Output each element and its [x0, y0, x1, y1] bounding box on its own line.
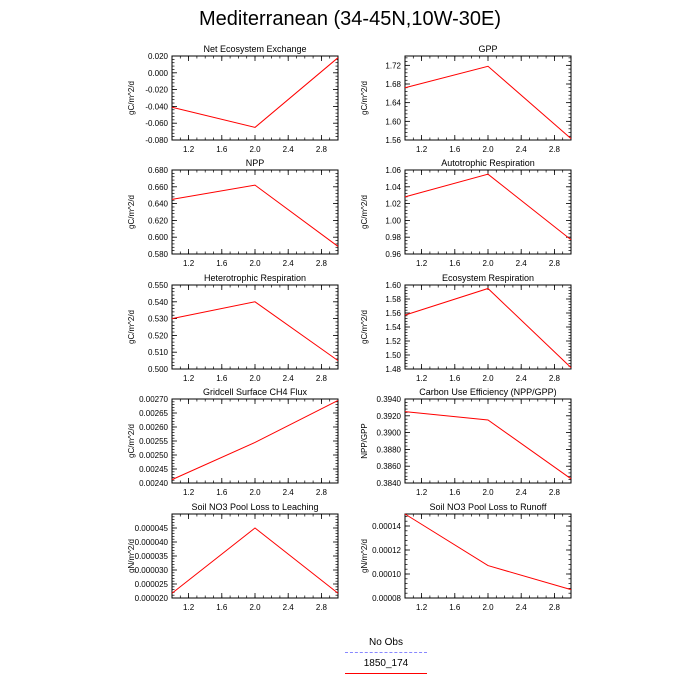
y-tick-label: 0.540	[147, 297, 168, 307]
series-line	[405, 174, 571, 240]
y-tick-label: 1.58	[385, 295, 401, 304]
y-tick-label: 0.600	[147, 233, 168, 243]
y-axis-label: gC/m^2/d	[360, 81, 369, 115]
x-tick-label: 2.0	[249, 488, 261, 497]
y-tick-label: 0.580	[147, 250, 168, 259]
x-tick-label: 1.6	[216, 259, 228, 268]
y-axis-label: gC/m^2/d	[127, 195, 136, 229]
plot-frame	[405, 56, 571, 140]
legend-line-run	[345, 673, 427, 674]
panel-title: Ecosystem Respiration	[441, 273, 535, 283]
y-tick-label: 0.3880	[376, 445, 401, 455]
x-tick-label: 2.0	[482, 603, 494, 612]
x-tick-label: 2.0	[249, 145, 261, 154]
x-tick-label: 2.4	[282, 488, 294, 497]
y-tick-label: 0.00265	[139, 409, 168, 418]
x-tick-label: 2.4	[515, 259, 527, 268]
x-tick-label: 1.6	[449, 603, 461, 612]
y-tick-label: 1.50	[385, 351, 401, 360]
panel-6	[127, 387, 338, 497]
x-tick-label: 2.8	[315, 259, 327, 268]
y-axis-label: gN/m^2/d	[127, 539, 136, 573]
y-tick-label: -0.040	[145, 102, 168, 112]
panel-3	[360, 158, 571, 268]
y-tick-label: 0.00010	[372, 570, 401, 579]
x-tick-label: 1.2	[183, 259, 195, 268]
y-tick-label: -0.060	[145, 119, 168, 129]
y-tick-label: 0.550	[147, 281, 168, 290]
y-tick-label: 0.000	[147, 68, 168, 78]
x-tick-label: 2.0	[482, 259, 494, 268]
x-tick-label: 1.2	[183, 374, 195, 383]
x-tick-label: 2.0	[482, 374, 494, 383]
y-tick-label: 1.52	[385, 337, 401, 346]
x-tick-label: 2.0	[482, 145, 494, 154]
legend-label-run: 1850_174	[363, 658, 409, 669]
y-tick-label: 0.530	[147, 314, 168, 324]
x-tick-label: 2.8	[315, 488, 327, 497]
series-line	[172, 185, 338, 246]
y-tick-label: 1.64	[385, 98, 401, 108]
plot-frame	[405, 514, 571, 598]
y-tick-label: 0.000040	[134, 538, 168, 547]
y-axis-label: gC/m^2/d	[127, 81, 136, 115]
x-tick-label: 2.8	[548, 145, 560, 154]
panel-title: Net Ecosystem Exchange	[203, 44, 307, 54]
plot-frame	[172, 170, 338, 254]
y-tick-label: 1.54	[385, 323, 401, 332]
x-tick-label: 2.4	[282, 145, 294, 154]
x-tick-label: 2.8	[548, 603, 560, 612]
x-tick-label: 2.4	[515, 374, 527, 383]
plot-frame	[405, 170, 571, 254]
x-tick-label: 2.8	[315, 374, 327, 383]
panel-title: Heterotrophic Respiration	[203, 273, 307, 283]
x-tick-label: 1.6	[449, 145, 461, 154]
y-tick-label: 0.3900	[376, 428, 401, 438]
plot-frame	[172, 285, 338, 369]
panel-2	[127, 158, 338, 268]
y-tick-label: 1.48	[385, 365, 401, 374]
legend-line-no-obs	[345, 652, 427, 653]
legend-label-no-obs: No Obs	[369, 637, 403, 648]
x-tick-label: 2.4	[282, 603, 294, 612]
y-tick-label: 1.00	[385, 216, 401, 226]
y-tick-label: 0.3860	[376, 462, 401, 472]
x-tick-label: 1.6	[216, 145, 228, 154]
panel-title: Carbon Use Efficiency (NPP/GPP)	[419, 387, 557, 397]
y-tick-label: 0.00270	[139, 395, 168, 404]
series-line	[172, 528, 338, 593]
x-tick-label: 1.2	[183, 488, 195, 497]
x-tick-label: 2.4	[515, 603, 527, 612]
x-tick-label: 1.6	[449, 259, 461, 268]
y-tick-label: 0.660	[147, 182, 168, 192]
plot-frame	[405, 285, 571, 369]
x-tick-label: 2.0	[482, 488, 494, 497]
series-line	[405, 412, 571, 479]
y-tick-label: 0.00014	[372, 522, 401, 531]
series-line	[172, 302, 338, 361]
y-tick-label: 0.00240	[139, 479, 168, 488]
y-tick-label: 0.000035	[134, 552, 168, 561]
panel-5	[360, 273, 571, 383]
y-tick-label: -0.080	[145, 136, 168, 145]
y-tick-label: 0.000030	[134, 566, 168, 575]
plot-frame	[172, 514, 338, 598]
y-axis-label: gC/m^2/d	[127, 310, 136, 344]
y-tick-label: 1.72	[385, 61, 401, 71]
x-tick-label: 2.8	[548, 374, 560, 383]
panel-4	[127, 273, 338, 383]
x-tick-label: 2.4	[515, 488, 527, 497]
y-tick-label: 0.000020	[134, 594, 168, 603]
plot-frame	[172, 399, 338, 483]
y-tick-label: 0.510	[147, 348, 168, 358]
x-tick-label: 2.8	[315, 603, 327, 612]
panel-0	[127, 44, 338, 154]
series-line	[405, 289, 571, 368]
y-tick-label: 0.3920	[376, 411, 401, 421]
y-tick-label: 0.680	[147, 166, 168, 175]
panel-title: Autotrophic Respiration	[441, 158, 535, 168]
x-tick-label: 1.6	[216, 603, 228, 612]
y-tick-label: 0.020	[147, 52, 168, 61]
y-tick-label: 1.68	[385, 80, 401, 89]
series-line	[405, 66, 571, 138]
y-tick-label: 0.3940	[376, 395, 401, 404]
y-tick-label: 0.00012	[372, 546, 401, 555]
figure-title: Mediterranean (34-45N,10W-30E)	[198, 8, 501, 30]
y-tick-label: 0.00260	[139, 423, 168, 432]
x-tick-label: 1.2	[183, 145, 195, 154]
panel-1	[360, 44, 571, 154]
y-tick-label: 1.60	[385, 117, 401, 127]
panel-title: NPP	[245, 158, 265, 168]
panel-title: Gridcell Surface CH4 Flux	[202, 387, 308, 397]
y-tick-label: -0.020	[145, 85, 168, 95]
y-tick-label: 1.06	[385, 166, 401, 175]
y-tick-label: 0.520	[147, 331, 168, 341]
series-line	[172, 58, 338, 128]
y-tick-label: 0.620	[147, 216, 168, 226]
y-tick-label: 0.00255	[139, 437, 168, 446]
x-tick-label: 2.8	[548, 259, 560, 268]
y-tick-label: 0.000025	[134, 580, 168, 589]
y-tick-label: 0.00245	[139, 465, 168, 474]
x-tick-label: 1.6	[216, 374, 228, 383]
x-tick-label: 2.0	[249, 374, 261, 383]
y-axis-label: NPP/GPP	[360, 423, 369, 459]
x-tick-label: 2.4	[282, 374, 294, 383]
x-tick-label: 2.0	[249, 603, 261, 612]
x-tick-label: 1.6	[216, 488, 228, 497]
x-tick-label: 2.8	[315, 145, 327, 154]
y-tick-label: 0.640	[147, 199, 168, 209]
panel-title: Soil NO3 Pool Loss to Leaching	[191, 502, 319, 512]
panel-7	[360, 387, 571, 497]
x-tick-label: 2.0	[249, 259, 261, 268]
x-tick-label: 1.2	[183, 603, 195, 612]
y-tick-label: 0.00250	[139, 451, 168, 460]
y-tick-label: 1.60	[385, 281, 401, 290]
x-tick-label: 2.4	[515, 145, 527, 154]
panel-8	[127, 502, 338, 612]
y-axis-label: gC/m^2/d	[360, 310, 369, 344]
y-tick-label: 0.98	[385, 233, 401, 243]
x-tick-label: 1.6	[449, 374, 461, 383]
plot-frame	[405, 399, 571, 483]
x-tick-label: 1.2	[416, 145, 428, 154]
y-tick-label: 0.500	[147, 365, 168, 374]
series-line	[172, 400, 338, 479]
x-tick-label: 1.2	[416, 488, 428, 497]
x-tick-label: 1.2	[416, 603, 428, 612]
y-axis-label: gN/m^2/d	[360, 539, 369, 573]
y-tick-label: 0.3840	[376, 479, 401, 488]
y-tick-label: 0.96	[385, 250, 401, 259]
x-tick-label: 1.2	[416, 259, 428, 268]
panel-title: GPP	[478, 44, 498, 54]
panel-9	[360, 502, 571, 612]
y-tick-label: 1.02	[385, 199, 401, 209]
y-axis-label: gC/m^2/d	[127, 424, 136, 458]
y-tick-label: 0.000045	[134, 524, 168, 533]
x-tick-label: 1.2	[416, 374, 428, 383]
y-tick-label: 1.56	[385, 136, 401, 145]
y-tick-label: 0.00008	[372, 594, 401, 603]
panel-title: Soil NO3 Pool Loss to Runoff	[429, 502, 547, 512]
x-tick-label: 2.8	[548, 488, 560, 497]
x-tick-label: 1.6	[449, 488, 461, 497]
y-tick-label: 1.56	[385, 309, 401, 318]
series-line	[405, 514, 571, 590]
y-tick-label: 1.04	[385, 182, 401, 192]
x-tick-label: 2.4	[282, 259, 294, 268]
y-axis-label: gC/m^2/d	[360, 195, 369, 229]
